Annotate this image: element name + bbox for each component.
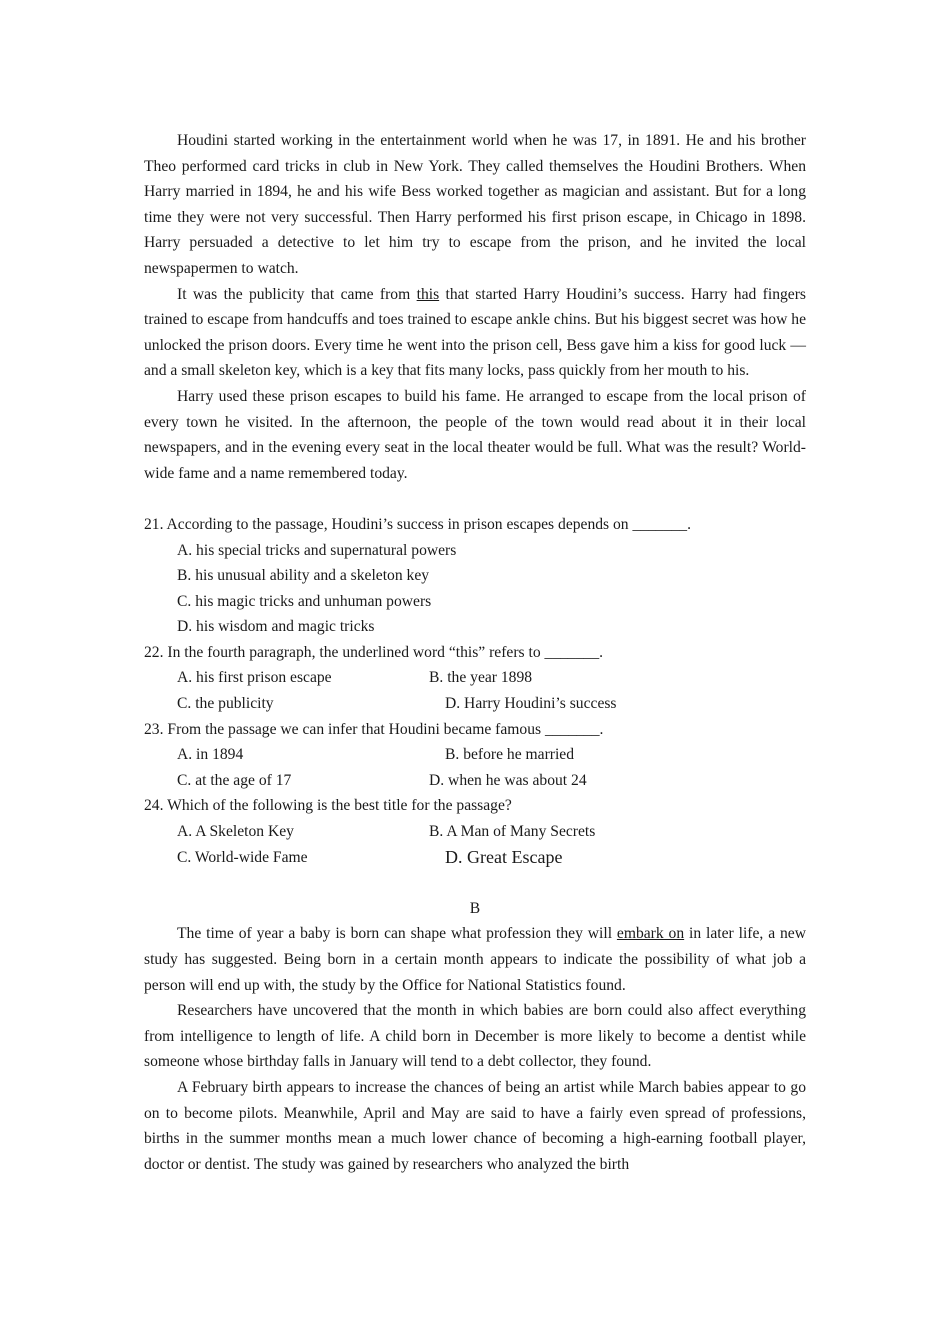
underlined-word-this: this [416,285,440,303]
question-21-option-a: A. his special tricks and supernatural powers [177,541,457,559]
section-b-paragraph-3: A February birth appears to increase the chances of being an artist while March babies appear to go on to become pilots. Meanwhile, April and May are said to have a fairly even spread of professions, births in the summer months mean a much lower chance of becoming a high-earning football player, doctor or dentist. The study was gained by researchers who analyzed the birth [144,1078,806,1173]
section-b-heading: B [469,899,481,917]
question-22-option-b: B. the year 1898 [429,669,533,687]
question-24-stem: 24. Which of the following is the best title for the passage? [144,797,512,815]
question-23-row-2 [177,768,806,794]
question-23-stem: 23. From the passage we can infer that Houdini became famous _______. [144,720,604,738]
question-22-row-1 [177,665,806,691]
question-22-row-2 [177,691,806,717]
question-24-option-b: B. A Man of Many Secrets [429,823,596,841]
underlined-phrase-embark-on: embark on [616,925,685,943]
question-22-option-d: D. Harry Houdini’s success [445,695,617,713]
section-b-paragraph-1 [144,921,806,998]
question-21-option-d: D. his wisdom and magic tricks [177,618,375,636]
b-p1-text-before: The time of year a baby is born can shape what profession they will [177,925,617,943]
document-page [144,128,806,1177]
question-23-option-b: B. before he married [445,746,575,764]
question-24-row-2 [177,845,806,871]
p2-text-before: It was the publicity that came from [177,285,417,303]
question-24-row-1 [177,819,806,845]
question-24-option-a: A. A Skeleton Key [177,823,294,841]
spacer [144,486,806,512]
question-21-option-c: C. his magic tricks and unhuman powers [177,592,432,610]
question-22-option-c: C. the publicity [177,695,274,713]
p2-text-after: that started Harry Houdini’s success. Harry had fingers trained to escape from handcuffs and toes trained to escape ankle chins. But his biggest secret was how he unlocked the prison doors. Every time he went into the prison cell, Bess gave him a kiss for good luck — and a small skeleton key, which is a key that fits many locks, pass quickly from her mouth to his. [144,285,806,380]
passage-a-paragraph-3: Harry used these prison escapes to build his fame. He arranged to escape from the local prison of every town he visited. In the afternoon, the people of the town would read about it in their local newspapers, and in the evening every seat in the local theater would be full. What was the result? World-wide fame and a name remembered today. [144,387,806,482]
passage-a-paragraph-1: Houdini started working in the entertainment world when he was 17, in 1891. He and his brother Theo performed card tricks in club in New York. They called themselves the Houdini Brothers. When Harry married in 1894, he and his wife Bess worked together as magician and assistant. But for a long time they were not very successful. Then Harry performed his first prison escape, in Chicago in 1898. Harry persuaded a detective to let him try to escape from the prison, and he invited the local newspapermen to watch. [144,132,806,277]
question-23-option-a: A. in 1894 [177,746,244,764]
question-23-row-1 [177,742,806,768]
question-22-stem: 22. In the fourth paragraph, the underlined word “this” refers to _______. [144,643,604,661]
b-p1-text-after: in later life, a new study has suggested. Being born in a certain month appears to indicate the possibility of what job a person will end up with, the study by the Office for National Statistics found. [144,925,806,994]
question-23-option-d: D. when he was about 24 [429,771,587,789]
question-23-option-c: C. at the age of 17 [177,771,292,789]
question-21-option-b: B. his unusual ability and a skeleton key [177,567,430,585]
question-24-option-c: C. World-wide Fame [177,848,308,866]
passage-a-paragraph-2 [144,282,806,384]
question-22-option-a: A. his first prison escape [177,669,332,687]
spacer [144,870,806,896]
question-21-stem: 21. According to the passage, Houdini’s success in prison escapes depends on _______. [144,515,691,533]
section-b-paragraph-2: Researchers have uncovered that the month in which babies are born could also affect everything from intelligence to length of life. A child born in December is more likely to become a dentist while someone whose birthday falls in January will tend to a debt collector, they found. [144,1002,806,1071]
question-24-option-d: D. Great Escape [445,846,563,867]
